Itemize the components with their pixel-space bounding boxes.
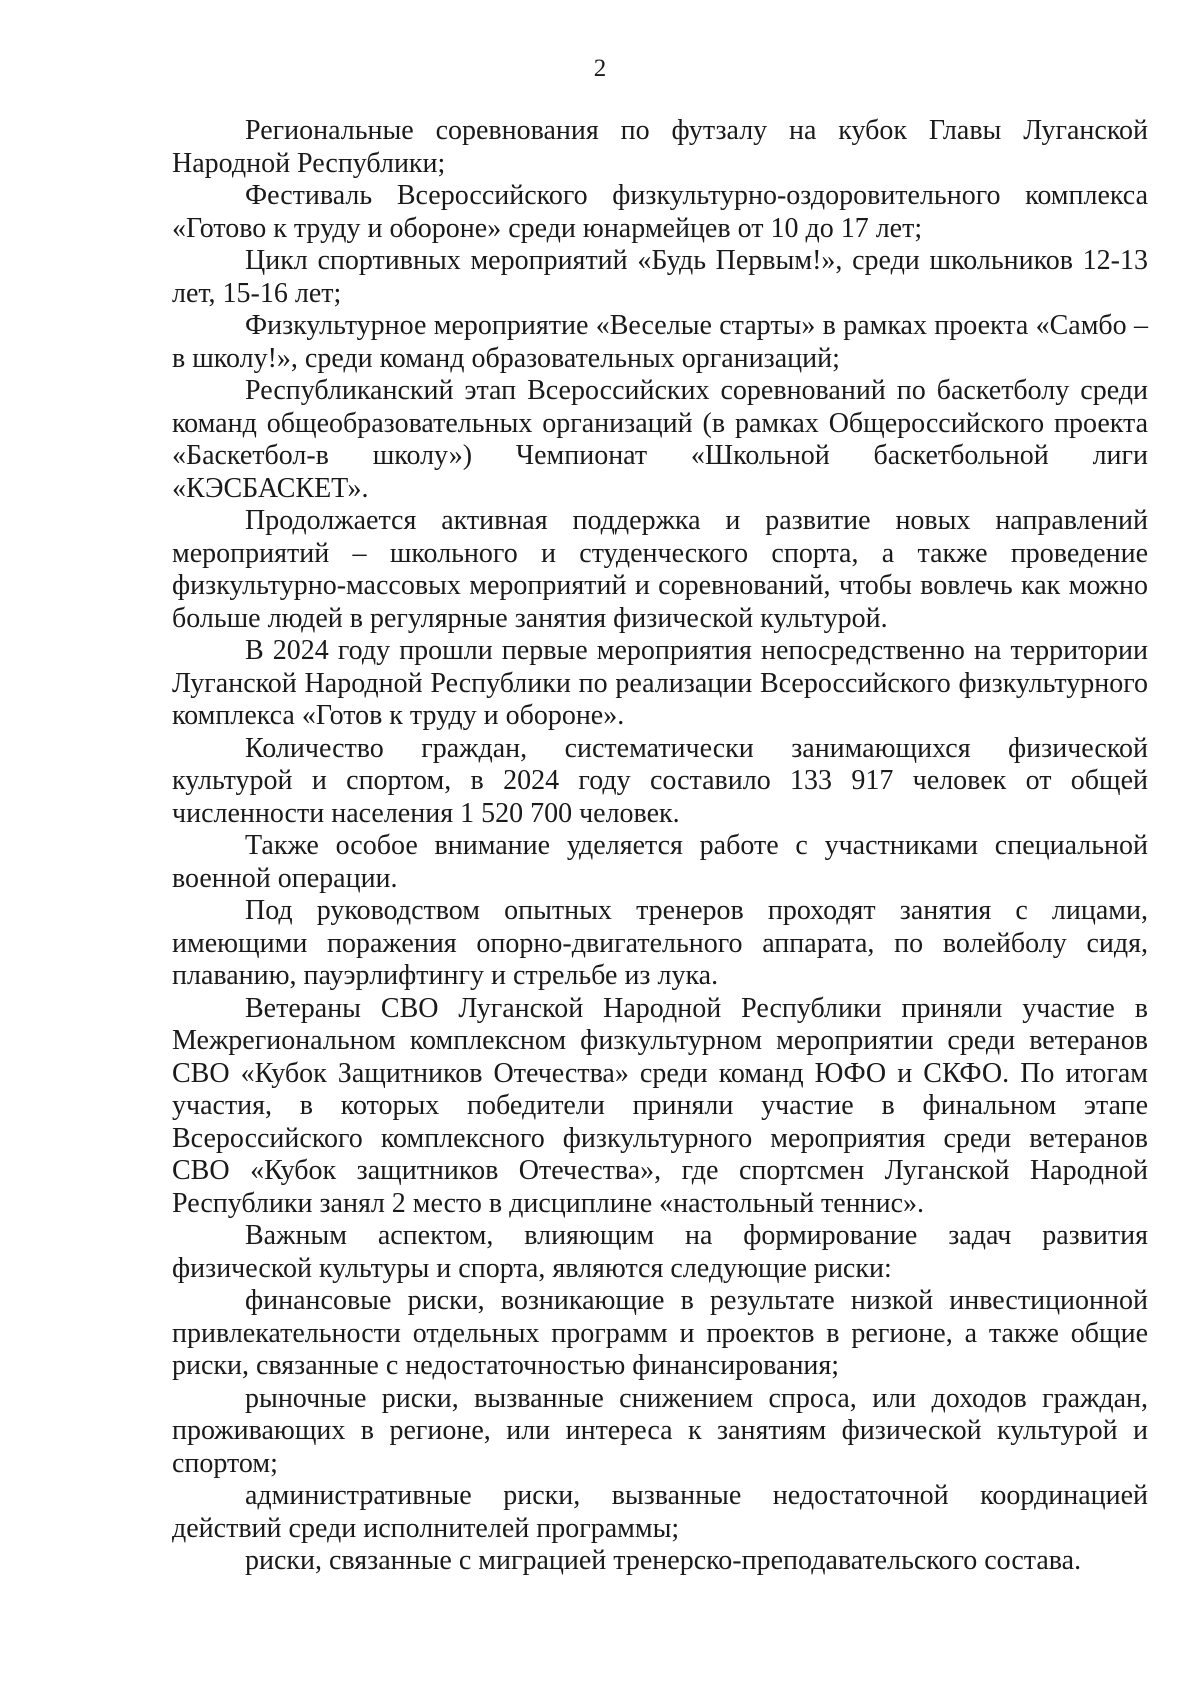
paragraph-administrative-risks: административные риски, вызванные недостаточной координацией действий среди исполнителей программы; bbox=[172, 1480, 1148, 1544]
paragraph-svo-attention: Также особое внимание уделяется работе с участниками специальной военной операции. bbox=[172, 830, 1148, 894]
paragraph-citizens-count: Количество граждан, систематически занимающихся физической культурой и спортом, в 2024 году составило 133 917 человек от общей численности населения 1 520 700 человек. bbox=[172, 732, 1148, 829]
paragraph-migration-risks: риски, связанные с миграцией тренерско-преподавательского состава. bbox=[245, 1545, 1082, 1576]
paragraph-risks-intro: Важным аспектом, влияющим на формирование задач развития физической культуры и спорта, являются следующие риски: bbox=[172, 1220, 1148, 1284]
paragraph-futsal-cup: Региональные соревнования по футзалу на кубок Главы Луганской Народной Республики; bbox=[172, 115, 1148, 179]
page-number: 2 bbox=[593, 55, 607, 82]
paragraph-gto-festival: Фестиваль Всероссийского физкультурно-оздоровительного комплекса «Готово к труду и обороне» среди юнармейцев от 10 до 17 лет; bbox=[172, 180, 1148, 244]
paragraph-be-first-cycle: Цикл спортивных мероприятий «Будь Первым!», среди школьников 12-13 лет, 15-16 лет; bbox=[172, 245, 1148, 309]
paragraph-trainers: Под руководством опытных тренеров проходят занятия с лицами, имеющими поражения опорно-двигательного аппарата, по волейболу сидя, плаванию, пауэрлифтингу и стрельбе из лука. bbox=[172, 895, 1148, 991]
document-body bbox=[172, 115, 1148, 1578]
paragraph-financial-risks: финансовые риски, возникающие в результате низкой инвестиционной привлекательности отдельных программ и проектов в регионе, а также общие риски, связанные с недостаточностью финансирования; bbox=[172, 1285, 1148, 1381]
paragraph-gto-events-2024: В 2024 году прошли первые мероприятия непосредственно на территории Луганской Народной Республики по реализации Всероссийского физкультурного комплекса «Готов к труду и обороне». bbox=[172, 635, 1148, 731]
paragraph-merry-starts: Физкультурное мероприятие «Веселые старты» в рамках проекта «Самбо – в школу!», среди команд образовательных организаций; bbox=[172, 310, 1148, 374]
paragraph-support-development: Продолжается активная поддержка и развитие новых направлений мероприятий – школьного и студенческого спорта, а также проведение физкультурно-массовых мероприятий и соревнований, чтобы вовлечь как можно больше людей в регулярные занятия физической культурой. bbox=[172, 505, 1148, 634]
paragraph-market-risks: рыночные риски, вызванные снижением спроса, или доходов граждан, проживающих в регионе, или интереса к занятиям физической культурой и спортом; bbox=[172, 1382, 1148, 1479]
paragraph-svo-veterans: Ветераны СВО Луганской Народной Республики приняли участие в Межрегиональном комплексном физкультурном мероприятии среди ветеранов СВО «Кубок Защитников Отечества» среди команд ЮФО и СКФО. По итогам участия, в которых победители приняли участие в финальном этапе Всероссийского комплексного физкультурного мероприятия среди ветеранов СВО «Кубок защитников Отечества», где спортсмен Луганской Народной Республики занял 2 место в дисциплине «настольный теннис». bbox=[172, 992, 1148, 1219]
paragraph-basketball-stage: Республиканский этап Всероссийских соревнований по баскетболу среди команд общеобразовательных организаций (в рамках Общероссийского проекта «Баскетбол-в школу») Чемпионат «Школьной баскетбольной лиги «КЭСБАСКЕТ». bbox=[172, 375, 1148, 504]
